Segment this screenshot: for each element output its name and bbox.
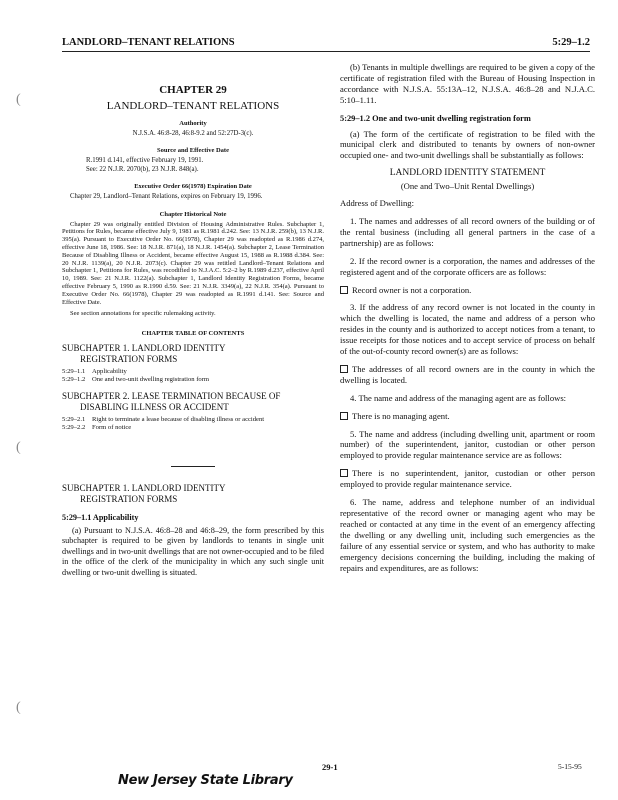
toc-subchapter-heading: SUBCHAPTER 2. LEASE TERMINATION BECAUSE OF DISABLING ILLNESS OR ACCIDENT <box>62 390 281 412</box>
chapter-title: LANDLORD–TENANT RELATIONS <box>106 100 280 112</box>
source-line: R.1991 d.141, effective February 19, 1991. <box>86 157 204 165</box>
toc-entry[interactable]: 5:29–2.2 Form of notice <box>62 423 132 431</box>
authority-text: N.J.S.A. 46:8-28, 46:8-9.2 and 52:27D-3(c). <box>132 130 254 137</box>
toc-entry[interactable]: 5:29–1.1 Applicability <box>62 368 127 376</box>
toc-entry[interactable]: 5:29–2.1 Right to terminate a lease because of disabling illness or accident <box>62 415 265 423</box>
executive-order-text: Chapter 29, Landlord–Tenant Relations, expires on February 19, 1996. <box>70 193 263 201</box>
executive-order-heading: Executive Order 66(1978) Expiration Date <box>134 183 252 191</box>
chapter-number: CHAPTER 29 <box>159 84 227 96</box>
toc-entry[interactable]: 5:29–1.2 One and two-unit dwelling registration form <box>62 376 210 384</box>
checkbox[interactable] <box>340 365 348 373</box>
paragraph-a: (a) The form of the certificate of registration to be filed with the municipal clerk and distributed to tenants by owners of non-owner occupied one- and two-unit dwellings shall be substantially as follows: <box>340 128 595 161</box>
item-5: 5. The name and address (including dwelling unit, apartment or room number) of the superintendent, janitor, custodian or other person employed to provide regular maintenance service are as follows: <box>340 428 595 461</box>
toc-subchapter-heading: SUBCHAPTER 1. LANDLORD IDENTITY REGISTRATION FORMS <box>62 343 226 365</box>
left-column <box>62 60 324 578</box>
toc-heading: CHAPTER TABLE OF CONTENTS <box>141 330 245 338</box>
source-heading: Source and Effective Date <box>157 147 229 155</box>
statement-title: LANDLORD IDENTITY STATEMENT <box>389 168 546 179</box>
checkbox-row: The addresses of all record owners are in the county in which the dwelling is located. <box>340 363 595 385</box>
authority-heading: Authority <box>179 120 207 127</box>
item-1: 1. The names and addresses of all record owners of the building or of the rental business (including all general partners in the case of a partnership) are as follows: <box>340 215 595 248</box>
subchapter-heading: SUBCHAPTER 1. LANDLORD IDENTITY REGISTRATION FORMS <box>62 483 226 504</box>
item-6: 6. The name, address and telephone number of an individual representative of the record owner or managing agent who may be reached or contacted at any time in the event of an emergency affecting the dwelling or any dwelling unit, including such emergencies as the failure of any essential service or system, and who has authority to make emergency decisions concerning the building, including the making of repairs and expenditures, are as follows: <box>340 497 595 573</box>
section-paragraph: (a) Pursuant to N.J.S.A. 46:8–28 and 46:8–29, the form prescribed by this subchapter is required to be given by landlords to tenants in single unit dwellings and in two-unit dwellings that are not owner-occupied and to be filed in the office of the clerk of the municipality in which any such single unit dwelling or two-unit dwelling is situated. <box>62 526 324 577</box>
historical-note-heading: Chapter Historical Note <box>159 210 227 218</box>
annotations-note: See section annotations for specific rulemaking activity. <box>70 310 216 318</box>
right-column <box>340 62 595 580</box>
checkbox[interactable] <box>340 412 348 420</box>
hole-punch-mark: ( <box>16 92 21 107</box>
source-line: See: 22 N.J.R. 2070(b), 23 N.J.R. 848(a). <box>86 165 199 173</box>
hole-punch-mark: ( <box>16 440 21 455</box>
address-label: Address of Dwelling: <box>340 198 414 209</box>
header-section: 5:29–1.2 <box>552 37 590 48</box>
historical-note-text: Chapter 29 was originally entitled Division of Housing Administrative Rules. Subchapter 1, Petitions for Rules, became effective July 9, 1981 as R.1981 d.242. See: 13 N.J.R. 259(b), 13 N.J.R. 395(a). Pursuant to Executive Order No. 66(1978), Chapter 29 was readopted as R.1986 d.274, effective June 18, 1986. See: 18 N.J.R. 871(a), 18 N.J.R. 1454(a). Subchapter 2, Lease Termination Because of Disabling Illness or Accident, became effective August 15, 1988 as R.1988 d.384. See: 20 N.J.R. 1139(a), 20 N.J.R. 2073(c). Chapter 29 was retitled Landlord–Tenant Relations and Subchapter 1, Petitions for Rules, was recodified to N.J.A.C. 5:2–2 by R.1989 d.237, effective April 10, 1989. See: 21 N.J.R. 1122(a). Subchapter 1, Landlord Identity Registration Forms, became effective February 5, 1990 as R.1990 d.59. See: 21 N.J.R. 3349(a), 22 N.J.R. 354(a). Pursuant to Executive Order No. 66(1978), Chapter 29 was readopted as R.1991 d.141. See: Source and Effective Date. <box>62 220 324 306</box>
item-2: 2. If the record owner is a corporation, the names and addresses of the registered agent and of the corporate officers are as follows: <box>340 255 595 277</box>
checkbox-row: Record owner is not a corporation. <box>340 285 595 296</box>
revision-date: 5-15-95 <box>558 762 582 771</box>
library-stamp: New Jersey State Library <box>118 773 293 788</box>
running-header <box>62 37 590 52</box>
checkbox-row: There is no managing agent. <box>340 411 595 422</box>
item-4: 4. The name and address of the managing agent are as follows: <box>350 392 567 403</box>
section-heading: 5:29–1.1 Applicability <box>62 513 139 522</box>
statement-subtitle: (One and Two–Unit Rental Dwellings) <box>400 181 535 192</box>
item-3: 3. If the address of any record owner is not located in the county in which the dwelling is located, the name and address of a person who resides in the county and is authorized to accept notices from a tenant, to issue receipts for those notices and to accept service of process on behalf of the out-of-county record owner(s) are as follows: <box>340 302 595 357</box>
header-title: LANDLORD–TENANT RELATIONS <box>62 37 235 48</box>
divider <box>171 466 215 467</box>
paragraph-b: (b) Tenants in multiple dwellings are required to be given a copy of the certificate of registration filed with the Bureau of Housing Inspection in accordance with N.J.S.A. 55:13A–12, N.J.S.A. 46:8–28 and N.J.A.C. 5:10–1.11. <box>340 62 595 105</box>
checkbox[interactable] <box>340 286 348 294</box>
checkbox-row: There is no superintendent, janitor, custodian or other person employed to provide regular maintenance service. <box>340 468 595 490</box>
hole-punch-mark: ( <box>16 700 21 715</box>
page-number: 29-1 <box>322 762 338 772</box>
section-heading: 5:29–1.2 One and two-unit dwelling registration form <box>340 113 531 123</box>
checkbox[interactable] <box>340 469 348 477</box>
